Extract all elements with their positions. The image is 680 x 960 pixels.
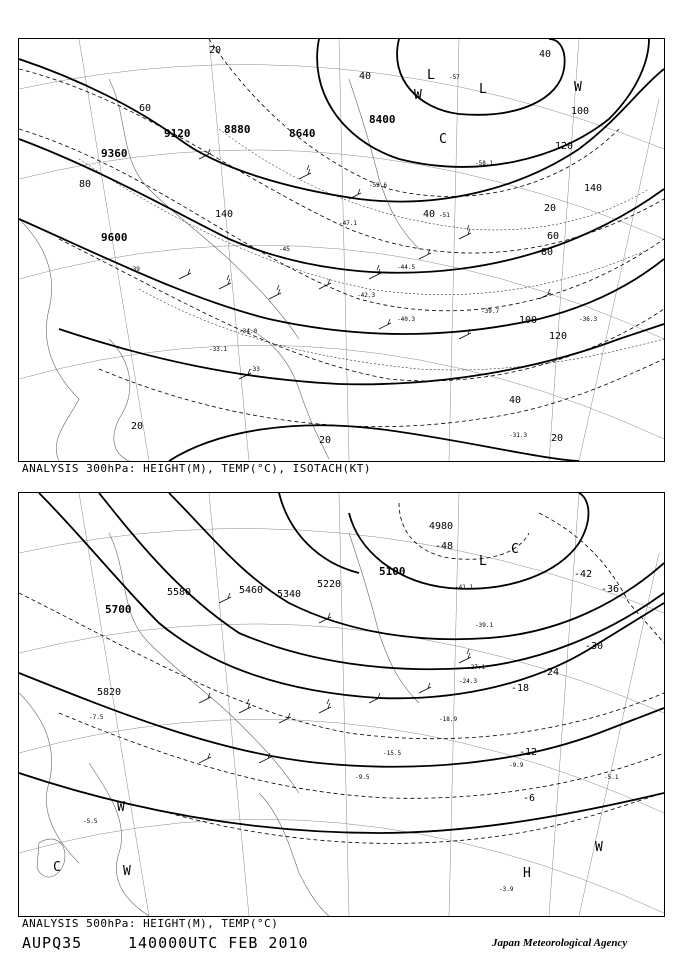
temp-label: -15.5 — [383, 750, 402, 757]
temp-label: -31.3 — [509, 432, 528, 439]
cold-marker: C — [439, 132, 447, 147]
temp-label: -18 — [511, 683, 530, 694]
height-label: 9360 — [101, 147, 128, 160]
isotach-label: 140 — [215, 209, 234, 220]
chart-300hpa-map — [19, 39, 664, 461]
coastline — [19, 79, 419, 461]
temp-label: -39 — [129, 266, 140, 273]
temp-label: -30 — [585, 641, 604, 652]
temp-label: -34.0 — [239, 328, 258, 335]
isotach-label: 20 — [544, 203, 557, 214]
temp-label: -41.1 — [455, 584, 474, 591]
temp-label: -42 — [574, 569, 593, 580]
isotach-label: 140 — [584, 183, 603, 194]
wind-barbs — [199, 593, 471, 763]
temp-label: -33 — [249, 366, 260, 373]
warm-marker: W — [117, 800, 125, 815]
temp-label: -6 — [523, 793, 536, 804]
warm-marker: W — [574, 80, 582, 95]
temp-label: -5.5 — [83, 818, 98, 825]
height-label: 4980 — [429, 521, 454, 532]
temp-label: -27.1 — [467, 664, 486, 671]
isotach-label: 60 — [547, 231, 560, 242]
valid-time: 140000UTC FEB 2010 — [128, 934, 309, 952]
temp-label: -58.1 — [475, 160, 494, 167]
height-contours — [19, 39, 664, 461]
height-label: 5820 — [97, 687, 122, 698]
isotach-label: 80 — [79, 179, 92, 190]
warm-marker: W — [414, 88, 422, 103]
height-label: 5580 — [167, 587, 192, 598]
isotach-label: 120 — [555, 141, 574, 152]
temp-label: -12 — [519, 747, 538, 758]
isotach-label: 20 — [319, 435, 332, 446]
temp-label: -51 — [439, 212, 450, 219]
isotach-label: 20 — [131, 421, 144, 432]
height-label: 9600 — [101, 231, 128, 244]
isotach-label: 20 — [551, 433, 564, 444]
height-label: 9120 — [164, 127, 191, 140]
temp-label: -44.5 — [397, 264, 416, 271]
temp-label: -7.5 — [89, 714, 104, 721]
height-label: 5340 — [277, 589, 302, 600]
chart-300hpa-caption: ANALYSIS 300hPa: HEIGHT(M), TEMP(°C), ISOTACH(KT) — [22, 462, 372, 475]
height-label: 5220 — [317, 579, 342, 590]
low-pressure-marker: L — [479, 82, 487, 97]
height-label: 5700 — [105, 603, 132, 616]
warm-marker: W — [595, 840, 603, 855]
temp-label: -47.1 — [339, 220, 358, 227]
chart-code: AUPQ35 — [22, 934, 83, 952]
isotach-label: 100 — [519, 315, 538, 326]
height-label: 8400 — [369, 113, 396, 126]
isotach-label: 60 — [139, 103, 152, 114]
isotach-label: 40 — [509, 395, 522, 406]
isotach-label: 80 — [541, 247, 554, 258]
temp-label: -3.9 — [499, 886, 514, 893]
temp-label: -40.3 — [397, 316, 416, 323]
isotach-label: 40 — [423, 209, 436, 220]
height-label: 5460 — [239, 585, 264, 596]
graticule — [19, 39, 664, 461]
height-label: 5100 — [379, 565, 406, 578]
isotach-label: 20 — [209, 45, 222, 56]
temp-label: -39.1 — [475, 622, 494, 629]
temp-label: -57 — [449, 74, 460, 81]
warm-marker: W — [123, 864, 131, 879]
low-pressure-marker: L — [479, 554, 487, 569]
chart-500hpa-map — [19, 493, 664, 916]
temp-label: -48 — [435, 541, 454, 552]
isotach-label: 40 — [359, 71, 372, 82]
height-label: 8880 — [224, 123, 251, 136]
temp-label: -42.3 — [357, 292, 376, 299]
low-pressure-marker: L — [427, 68, 435, 83]
chart-300hpa — [18, 38, 665, 462]
chart-500hpa-caption: ANALYSIS 500hPa: HEIGHT(M), TEMP(°C) — [22, 917, 279, 930]
temp-label: -36.3 — [579, 316, 598, 323]
temp-label: -18.9 — [439, 716, 458, 723]
isotach-label: 120 — [549, 331, 568, 342]
agency-name: Japan Meteorological Agency — [492, 937, 628, 949]
temp-label: -24 — [541, 667, 560, 678]
height-label: 8640 — [289, 127, 316, 140]
cold-marker: C — [53, 860, 61, 875]
isotach-label: 100 — [571, 106, 590, 117]
temp-label: -9.5 — [355, 774, 370, 781]
temp-label: -45 — [279, 246, 290, 253]
temp-label: -52.6 — [369, 182, 388, 189]
isotach-label: 40 — [539, 49, 552, 60]
temp-label: -36 — [601, 584, 620, 595]
chart-500hpa — [18, 492, 665, 917]
temp-label: -39.7 — [481, 308, 500, 315]
coastline — [19, 533, 419, 916]
isotherms — [19, 503, 664, 843]
temp-label: -33.1 — [209, 346, 228, 353]
cold-marker: C — [511, 542, 519, 557]
temp-label: -24.3 — [459, 678, 478, 685]
temp-label: -9.9 — [509, 762, 524, 769]
high-pressure-marker: H — [523, 866, 531, 881]
temp-label: -5.1 — [604, 774, 619, 781]
